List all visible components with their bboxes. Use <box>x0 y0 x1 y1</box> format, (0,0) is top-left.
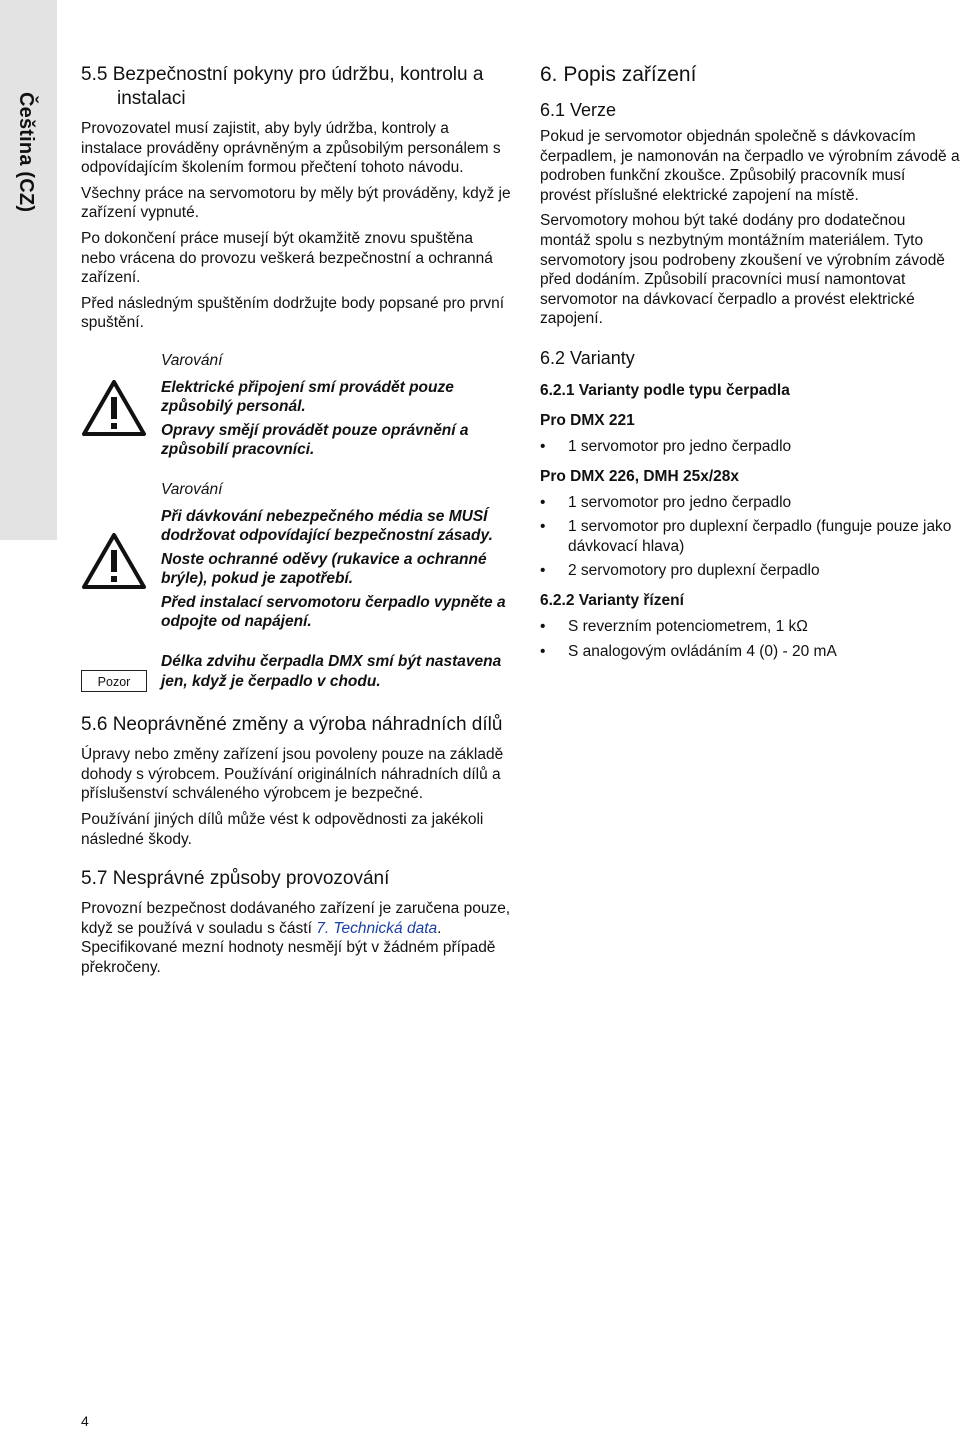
warning-triangle-icon <box>81 532 147 590</box>
pozor-label-box: Pozor <box>81 670 147 692</box>
warning-2-line-1: Při dávkování nebezpečného média se MUSÍ dodržovat odpovídající bezpečnostní zásady. <box>161 507 493 545</box>
list-item: • 1 servomotor pro duplexní čerpadlo (funguje pouze jako dávkovací hlava) <box>540 517 960 556</box>
s55-paragraph-2: Všechny práce na servomotoru by měly být prováděny, když je zařízení vypnuté. <box>81 184 511 222</box>
warning-1-line-1: Elektrické připojení smí provádět pouze způsobilý personál. <box>161 378 454 416</box>
list-item: • 1 servomotor pro jedno čerpadlo <box>540 493 960 513</box>
s61-paragraph-1: Pokud je servomotor objednán společně s dávkovacím čerpadlem, je namonován na čerpadlo ve výrobním závodě a podroben funkční zkoušce. Způsobilý pracovník musí provést příslušné elektrické zapojení na místě. <box>540 128 960 204</box>
dmx226-label: Pro DMX 226, DMH 25x/28x <box>540 467 740 485</box>
warning-block-1 <box>81 351 511 460</box>
control-variants-list <box>540 617 960 661</box>
section-6-2-1-title: 6.2.1 Varianty podle typu čerpadla <box>540 381 790 399</box>
section-6-2-title: 6.2 Varianty <box>540 347 635 368</box>
dmx226-list <box>540 493 960 581</box>
list-item: • 1 servomotor pro jedno čerpadlo <box>540 437 960 457</box>
section-6-2-2-title: 6.2.2 Varianty řízení <box>540 591 684 609</box>
warning-triangle-icon <box>81 379 147 437</box>
s57-text-a: Provozní bezpečnost dodávaného zařízení je zaručena pouze, když se používá v souladu s částí <box>81 900 511 937</box>
section-6-title: 6. Popis zařízení <box>540 63 697 86</box>
s55-paragraph-4: Před následným spuštěním dodržujte body popsané pro první spuštění. <box>81 294 505 332</box>
s55-paragraph-1: Provozovatel musí zajistit, aby byly údržba, kontroly a instalace prováděny oprávněným a způsobilým personálem s odpovídajícím školením formou přečtení tohoto návodu. <box>81 120 501 177</box>
s61-paragraph-2: Servomotory mohou být také dodány pro dodatečnou montáž spolu s nezbytným montážním materiálem. Tyto servomotory jsou podrobeny zkoušení ve výrobním závodě před dodáním. Způsobilí pracovníci musí namontovat servomotor na dávkovací čerpadlo a provést elektrické zapojení. <box>540 212 945 328</box>
section-5-6-title: 5.6 Neoprávněné změny a výroba náhradních dílů <box>81 714 503 736</box>
language-side-tab <box>0 0 57 540</box>
caution-text: Délka zdvihu čerpadla DMX smí být nastavena jen, když je čerpadlo v chodu. <box>161 653 502 690</box>
page-number: 4 <box>81 1413 89 1429</box>
caution-block <box>81 652 511 691</box>
left-column <box>81 63 511 984</box>
warning-2-line-3: Před instalací servomotoru čerpadlo vypněte a odpojte od napájení. <box>161 593 506 631</box>
s56-paragraph-1: Úpravy nebo změny zařízení jsou povoleny pouze na základě dohody s výrobcem. Používání originálních náhradních dílů a příslušenství schváleného výrobcem je bezpečné. <box>81 746 504 803</box>
warning-block-2 <box>81 480 511 632</box>
section-6-1-title: 6.1 Verze <box>540 100 617 120</box>
right-column <box>540 63 960 671</box>
dmx221-list <box>540 437 960 457</box>
warning-1-line-2: Opravy smějí provádět pouze oprávnění a způsobilí pracovníci. <box>161 421 469 459</box>
warning-2-title: Varování <box>161 480 223 498</box>
s56-paragraph-2: Používání jiných dílů může vést k odpovědnosti za jakékoli následné škody. <box>81 811 484 848</box>
s57-paragraph-1 <box>81 899 511 977</box>
list-item: • S analogovým ovládáním 4 (0) - 20 mA <box>540 642 960 662</box>
section-5-5-title: 5.5 Bezpečnostní pokyny pro údržbu, kontrolu a instalaci <box>81 64 484 109</box>
technical-data-link[interactable]: 7. Technická data <box>316 919 438 937</box>
warning-2-line-2: Noste ochranné oděvy (rukavice a ochranné brýle), pokud je zapotřebí. <box>161 550 487 588</box>
warning-1-title: Varování <box>161 351 223 369</box>
list-item: • 2 servomotory pro duplexní čerpadlo <box>540 561 960 581</box>
dmx221-label: Pro DMX 221 <box>540 411 635 429</box>
section-5-7-title: 5.7 Nesprávné způsoby provozování <box>81 868 390 890</box>
list-item: • S reverzním potenciometrem, 1 kΩ <box>540 617 960 637</box>
s55-paragraph-3: Po dokončení práce musejí být okamžitě znovu spuštěna nebo vrácena do provozu veškerá bezpečnostní a ochranná zařízení. <box>81 229 493 287</box>
s57-text-b: . Specifikované mezní hodnoty nesmějí být v žádném případě překročeny. <box>81 919 496 976</box>
language-label: Čeština (CZ) <box>15 92 37 213</box>
